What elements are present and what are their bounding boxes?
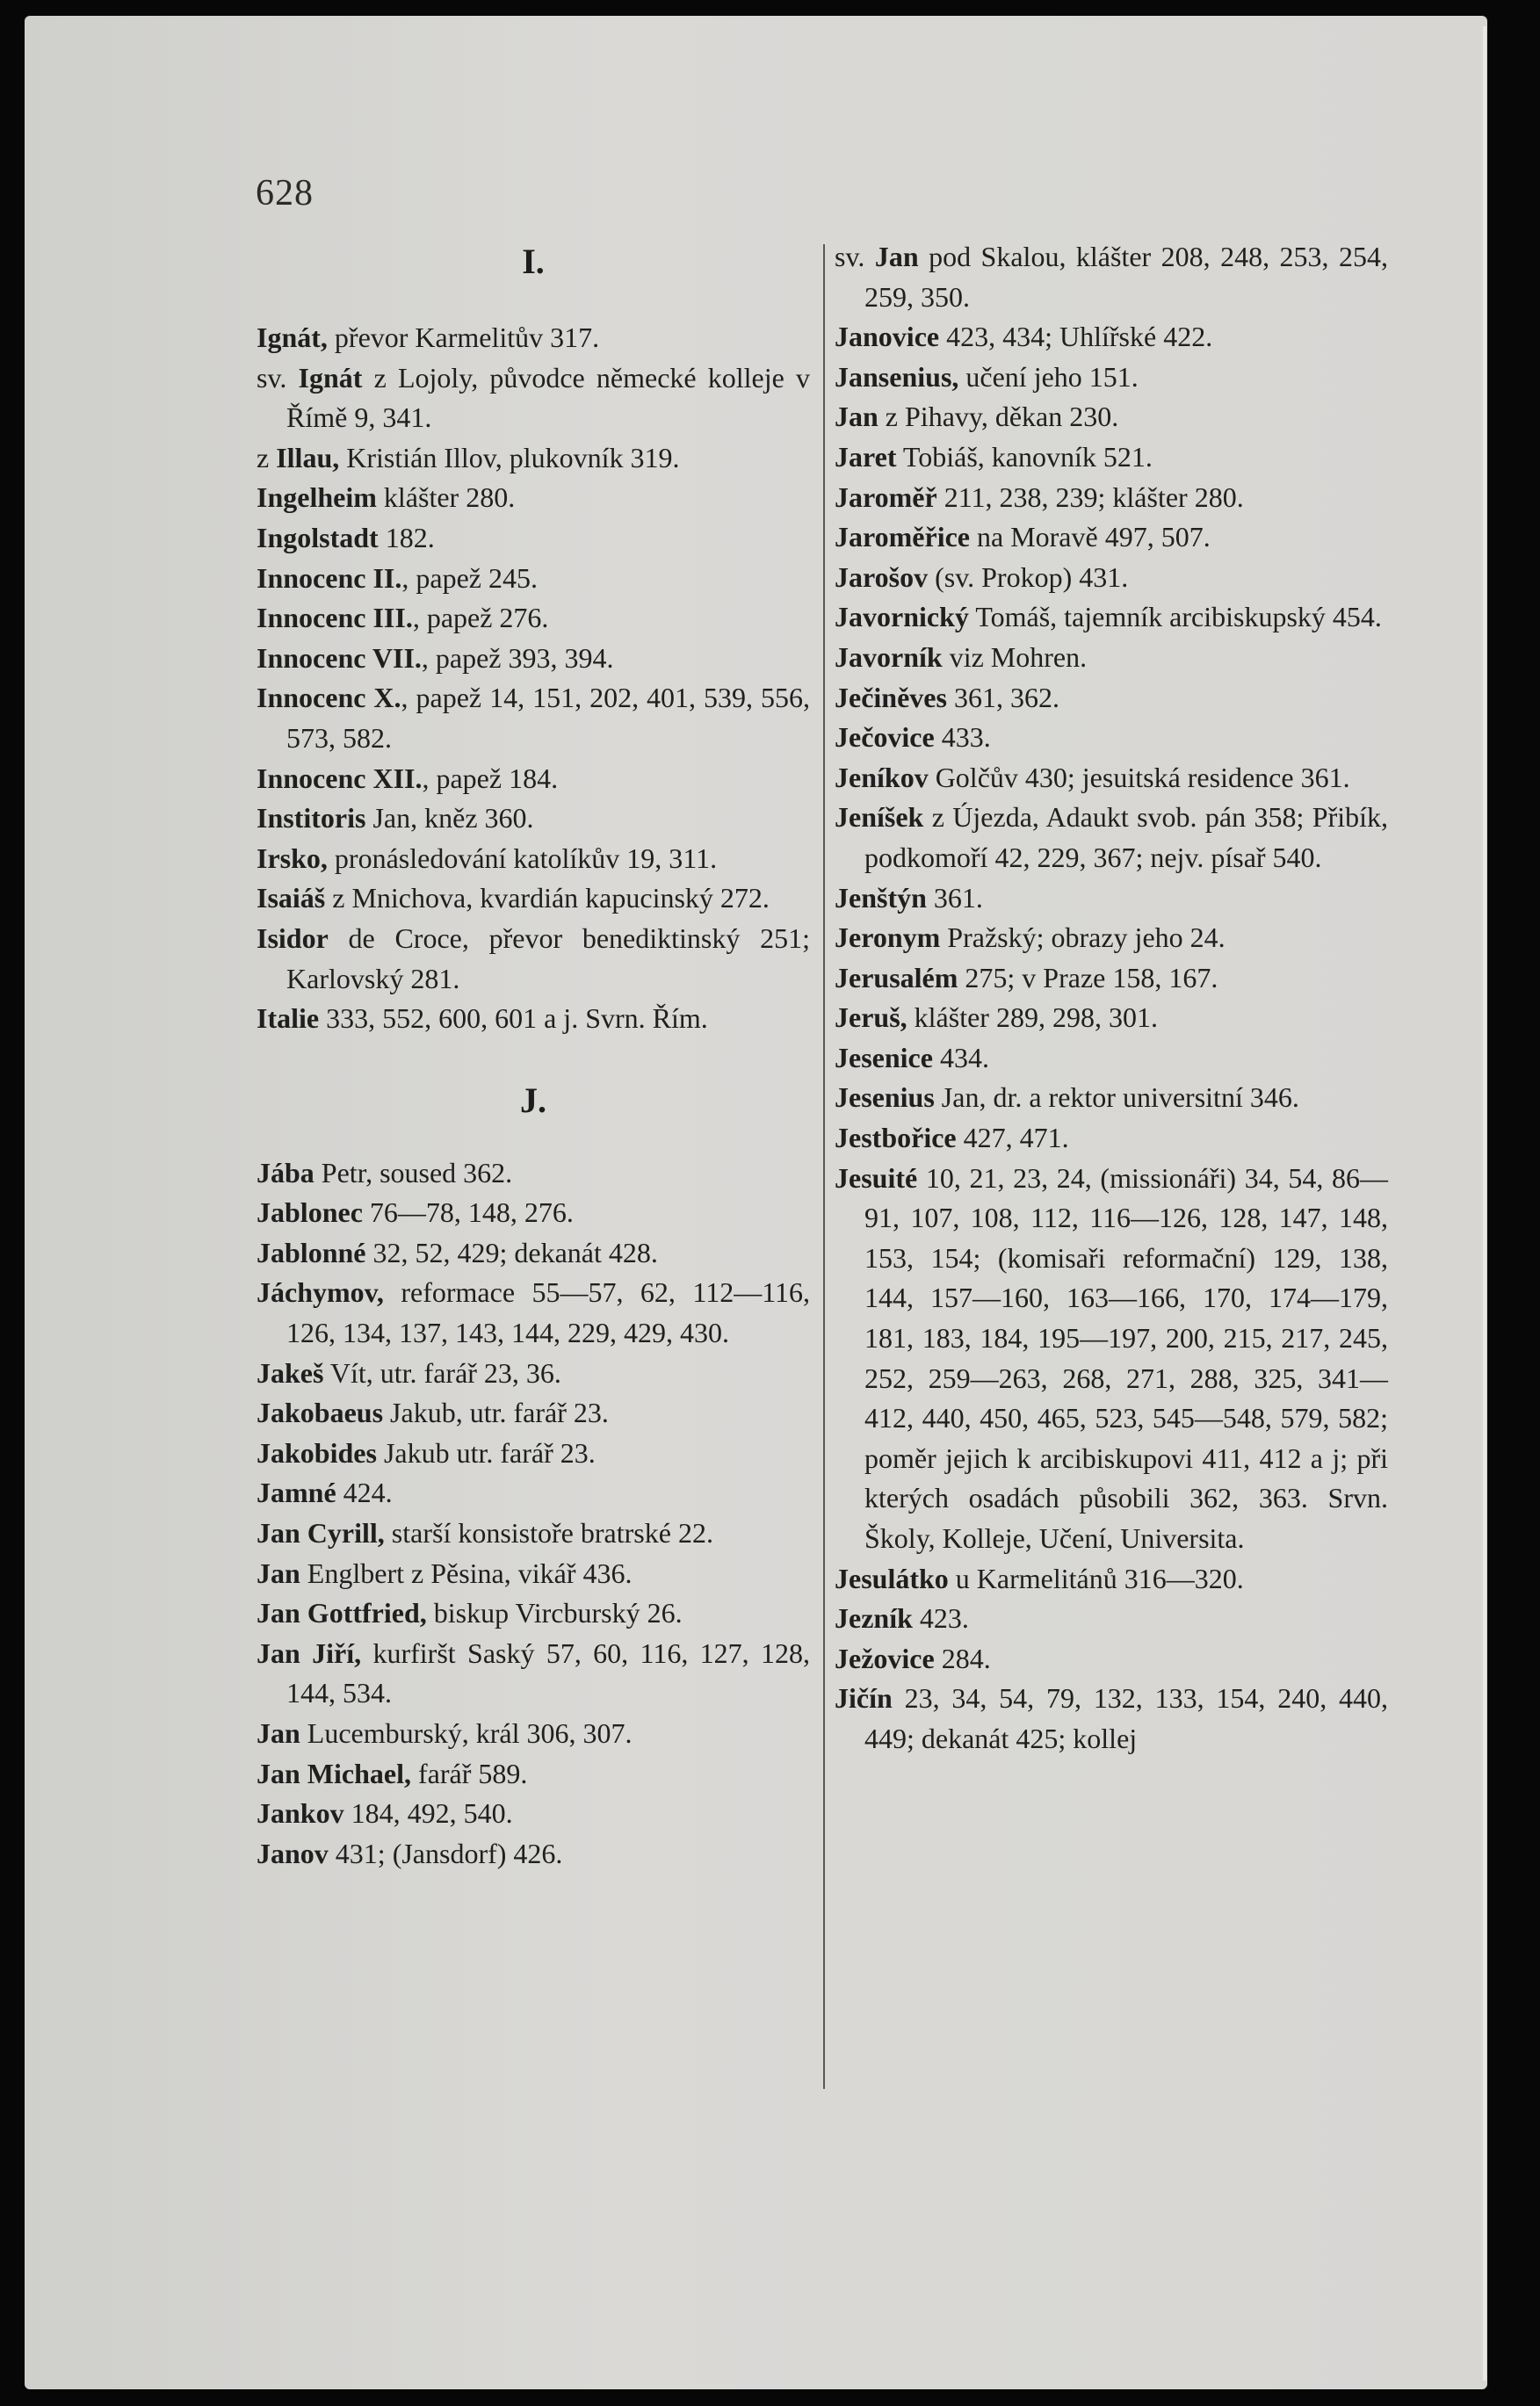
- right-column: [835, 237, 1388, 1759]
- entry-text: 76—78, 148, 276.: [362, 1196, 574, 1229]
- entry-headword: Innocenc VII.: [257, 641, 422, 674]
- index-entry: [257, 999, 810, 1039]
- entry-text: Jan, kněz 360.: [365, 802, 534, 835]
- entry-text: Englbert z Pěsina, vikář 436.: [300, 1557, 633, 1589]
- entry-text: , papež 245.: [401, 561, 538, 594]
- index-entry: [257, 1434, 810, 1474]
- entry-headword: Jeníkov: [835, 761, 929, 793]
- entry-headword: Jablonné: [257, 1236, 366, 1268]
- entry-text: z Lojoly, původce německé kolleje v Římě 9, 341.: [286, 361, 811, 434]
- entry-text: kurfiršt Saský 57, 60, 116, 127, 128, 144, 534.: [286, 1637, 810, 1709]
- entry-headword: Italie: [257, 1002, 320, 1035]
- index-entry: [257, 759, 810, 799]
- entry-text: Tobiáš, kanovník 521.: [896, 440, 1153, 473]
- entry-headword: Jamné: [257, 1477, 336, 1509]
- entry-text: klášter 289, 298, 301.: [907, 1001, 1158, 1034]
- entry-text: , papež 276.: [412, 602, 549, 634]
- entry-text: 433.: [934, 721, 991, 754]
- index-entry: [257, 438, 810, 479]
- entry-text: Vít, utr. farář 23, 36.: [323, 1356, 561, 1389]
- entry-text: klášter 280.: [376, 481, 516, 514]
- entry-headword: Ječiněves: [835, 681, 947, 713]
- index-entry: [257, 1273, 810, 1353]
- index-entry: [835, 1038, 1388, 1079]
- entry-headword: Innocenc II.: [257, 561, 402, 594]
- entry-text: Tomáš, tajemník arcibiskupský 454.: [968, 601, 1382, 633]
- entry-headword: Javornický: [835, 601, 969, 633]
- index-entry: [835, 638, 1388, 678]
- entry-text: de Croce, převor benediktinský 251; Karlovský 281.: [286, 921, 810, 994]
- index-entry: [257, 1554, 810, 1594]
- entry-text: z Pihavy, děkan 230.: [878, 401, 1119, 433]
- entry-text: Golčův 430; jesuitská residence 361.: [928, 761, 1350, 793]
- index-entry: [835, 1559, 1388, 1600]
- index-entry: [835, 597, 1388, 638]
- index-entry: [835, 1679, 1388, 1759]
- entry-text: Jan, dr. a rektor universitní 346.: [934, 1081, 1299, 1114]
- entry-text: Kristián Illov, plukovník 319.: [339, 441, 680, 473]
- entry-headword: Innocenc X.: [257, 682, 401, 714]
- entry-text: Jakub utr. farář 23.: [376, 1436, 596, 1469]
- entry-text: učení jeho 151.: [958, 360, 1139, 393]
- entry-text: z Újezda, Adaukt svob. pán 358; Přibík, podkomoří 42, 229, 367; nejv. písař 540.: [864, 801, 1388, 873]
- entry-text: 424.: [336, 1477, 393, 1509]
- entry-headword: Illau,: [276, 441, 340, 473]
- entry-headword: Jankov: [257, 1797, 344, 1830]
- entry-text: z Mnichova, kvardián kapucinský 272.: [325, 882, 770, 914]
- section-heading-j: J.: [520, 1080, 546, 1120]
- index-entry: [257, 1393, 810, 1434]
- index-entry: [835, 558, 1388, 598]
- left-column: [257, 237, 810, 1874]
- index-entry: [257, 919, 810, 999]
- index-entry: [835, 918, 1388, 958]
- index-entry: [257, 1714, 810, 1754]
- index-entry: [257, 639, 810, 679]
- index-entry: [835, 998, 1388, 1038]
- index-entry: [835, 878, 1388, 919]
- entry-text: pod Skalou, klášter 208, 248, 253, 254, 259, 350.: [864, 241, 1389, 313]
- entry-text: 361.: [926, 881, 983, 914]
- entry-text: starší konsistoře bratrské 22.: [384, 1517, 713, 1550]
- entry-headword: Jestbořice: [835, 1122, 957, 1154]
- index-entry: [257, 1354, 810, 1394]
- entry-headword: Isidor: [257, 921, 329, 954]
- index-entry: [835, 437, 1388, 478]
- index-entry: [257, 559, 810, 599]
- entry-prefix: z: [257, 441, 277, 473]
- entry-text: 32, 52, 429; dekanát 428.: [365, 1236, 658, 1268]
- entry-text: převor Karmelitův 317.: [327, 322, 600, 353]
- entry-headword: Jába: [257, 1156, 315, 1189]
- index-entry: [835, 1118, 1388, 1159]
- entry-text: 284.: [934, 1642, 991, 1674]
- index-entry: [257, 1473, 810, 1514]
- index-entry: [835, 358, 1388, 398]
- entry-text: 431; (Jansdorf) 426.: [328, 1837, 563, 1869]
- entry-headword: Jerusalém: [835, 961, 958, 993]
- entry-text: 10, 21, 23, 24, (missionáři) 34, 54, 86—91, 107, 108, 112, 116—126, 128, 147, 148, 153, 154; (komisaři reformační) 129, 138, 144, 157—160, 163—166, 170, 174—179, 181, 183, 184, 195—197, 200, 215, 217, 245, 252, 259—263, 268, 271, 288, 325, 341—412, 440, 450, 465, 523, 545—548, 579, 582; poměr jejich k arcibiskupovi 411, 412 a j; při kterých osadách působili 362, 363. Srvn. Školy, Kolleje, Učení, Universita.: [864, 1161, 1388, 1554]
- entries-i: [257, 318, 810, 1039]
- entry-headword: Ignát,: [257, 322, 328, 353]
- entry-headword: Jan: [874, 241, 919, 272]
- entry-text: viz Mohren.: [942, 640, 1088, 673]
- entry-headword: Ingolstadt: [257, 521, 379, 553]
- entry-headword: Jesuité: [835, 1161, 918, 1194]
- entry-text: farář 589.: [410, 1757, 528, 1789]
- entry-text: Petr, soused 362.: [314, 1156, 513, 1189]
- index-entry: [835, 1078, 1388, 1118]
- entry-headword: Jan Jiří,: [257, 1637, 362, 1669]
- entry-headword: Ježovice: [835, 1642, 935, 1674]
- entry-text: 182.: [378, 521, 435, 553]
- entry-headword: Jakobaeus: [257, 1397, 384, 1429]
- index-entry: [835, 1639, 1388, 1680]
- entry-headword: Innocenc III.: [257, 602, 413, 634]
- entry-text: reformace 55—57, 62, 112—116, 126, 134, 137, 143, 144, 229, 429, 430.: [286, 1276, 810, 1349]
- page-edge: [1483, 26, 1486, 2381]
- entries-right: [835, 237, 1388, 1759]
- entry-text: biskup Vircburský 26.: [426, 1597, 683, 1629]
- entry-text: , papež 393, 394.: [421, 641, 614, 674]
- index-entry: [835, 798, 1388, 878]
- index-entry: [257, 518, 810, 559]
- entry-headword: Jakobides: [257, 1436, 377, 1469]
- entry-headword: Institoris: [257, 802, 366, 835]
- index-entry: [835, 317, 1388, 358]
- index-entry: [257, 878, 810, 919]
- entry-text: 211, 238, 239; klášter 280.: [936, 480, 1244, 513]
- entry-headword: Jan: [257, 1717, 300, 1749]
- entry-prefix: sv.: [835, 241, 875, 272]
- entry-text: Jakub, utr. farář 23.: [383, 1397, 609, 1429]
- column-divider: [823, 244, 825, 2089]
- index-entry: [835, 718, 1388, 758]
- entries-j: [257, 1153, 810, 1875]
- entry-text: Pražský; obrazy jeho 24.: [940, 921, 1225, 954]
- index-entry: [257, 318, 810, 358]
- entry-text: 275; v Praze 158, 167.: [958, 961, 1218, 993]
- entry-text: 434.: [932, 1041, 989, 1073]
- entry-headword: Ječovice: [835, 721, 935, 754]
- index-entry: [835, 758, 1388, 798]
- entry-text: na Moravě 497, 507.: [969, 521, 1211, 553]
- index-entry: [835, 237, 1388, 317]
- entry-headword: Innocenc XII.: [257, 762, 423, 794]
- entry-text: 423.: [912, 1602, 969, 1635]
- index-entry: [257, 1153, 810, 1194]
- entry-headword: Jakeš: [257, 1356, 324, 1389]
- page-number: 628: [256, 173, 314, 213]
- entry-text: Lucemburský, král 306, 307.: [300, 1717, 633, 1749]
- entry-text: 184, 492, 540.: [343, 1797, 513, 1830]
- entry-text: 423, 434; Uhlířské 422.: [939, 321, 1213, 353]
- index-entry: [835, 1599, 1388, 1639]
- entry-headword: Ingelheim: [257, 481, 377, 514]
- entry-text: (sv. Prokop) 431.: [928, 560, 1129, 593]
- entry-text: u Karmelitánů 316—320.: [948, 1562, 1244, 1594]
- index-entry: [835, 958, 1388, 999]
- index-entry: [835, 397, 1388, 437]
- entry-headword: Jan Gottfried,: [257, 1597, 427, 1629]
- entry-headword: Jaret: [835, 440, 897, 473]
- entry-text: , papež 184.: [422, 762, 559, 794]
- index-entry: [835, 517, 1388, 558]
- entry-headword: Jeruš,: [835, 1001, 907, 1034]
- entry-text: 427, 471.: [956, 1122, 1069, 1154]
- index-entry: [835, 678, 1388, 719]
- index-entry: [257, 1233, 810, 1274]
- entry-headword: Jan Michael,: [257, 1757, 411, 1789]
- entry-prefix: sv.: [257, 361, 299, 394]
- index-entry: [257, 1634, 810, 1714]
- index-entry: [257, 1193, 810, 1233]
- entry-headword: Janov: [257, 1837, 329, 1869]
- entry-headword: Irsko,: [257, 842, 328, 874]
- entry-text: 23, 34, 54, 79, 132, 133, 154, 240, 440, 449; dekanát 425; kollej: [864, 1682, 1388, 1754]
- index-entry: [257, 1794, 810, 1834]
- entry-headword: Jansenius,: [835, 360, 959, 393]
- entry-headword: Janovice: [835, 321, 940, 353]
- index-entry: [257, 798, 810, 839]
- entry-headword: Javorník: [835, 640, 943, 673]
- entry-headword: Jeronym: [835, 921, 941, 954]
- entry-headword: Jenštýn: [835, 881, 927, 914]
- index-entry: [257, 839, 810, 879]
- entry-headword: Jaroměř: [835, 480, 937, 513]
- entry-headword: Jezník: [835, 1602, 913, 1635]
- entry-headword: Jeníšek: [835, 801, 924, 834]
- entry-headword: Jaroměřice: [835, 521, 970, 553]
- index-entry: [257, 1834, 810, 1875]
- entry-headword: Jesulátko: [835, 1562, 949, 1594]
- index-entry: [257, 1754, 810, 1795]
- entry-headword: Jesenius: [835, 1081, 935, 1114]
- entry-text: 361, 362.: [946, 681, 1059, 713]
- index-entry: [257, 678, 810, 758]
- entry-headword: Jesenice: [835, 1041, 933, 1073]
- index-entry: [257, 358, 810, 438]
- index-entry: [257, 1514, 810, 1554]
- entry-headword: Jan: [257, 1557, 300, 1589]
- entry-headword: Jablonec: [257, 1196, 363, 1229]
- entry-text: , papež 14, 151, 202, 401, 539, 556, 573, 582.: [286, 682, 811, 754]
- entry-headword: Isaiáš: [257, 882, 326, 914]
- entry-headword: Jarošov: [835, 560, 929, 593]
- index-entry: [835, 1159, 1388, 1559]
- entry-headword: Jan Cyrill,: [257, 1517, 385, 1550]
- index-entry: [257, 598, 810, 639]
- section-heading-i: I.: [522, 242, 545, 281]
- entry-headword: Ignát: [298, 361, 363, 394]
- index-entry: [835, 478, 1388, 518]
- entry-headword: Jičín: [835, 1682, 893, 1715]
- entry-headword: Jáchymov,: [257, 1276, 384, 1309]
- index-entry: [257, 478, 810, 518]
- entry-headword: Jan: [835, 401, 878, 433]
- entry-text: pronásledování katolíkův 19, 311.: [327, 842, 718, 874]
- index-entry: [257, 1593, 810, 1634]
- entry-text: 333, 552, 600, 601 a j. Svrn. Řím.: [319, 1002, 708, 1035]
